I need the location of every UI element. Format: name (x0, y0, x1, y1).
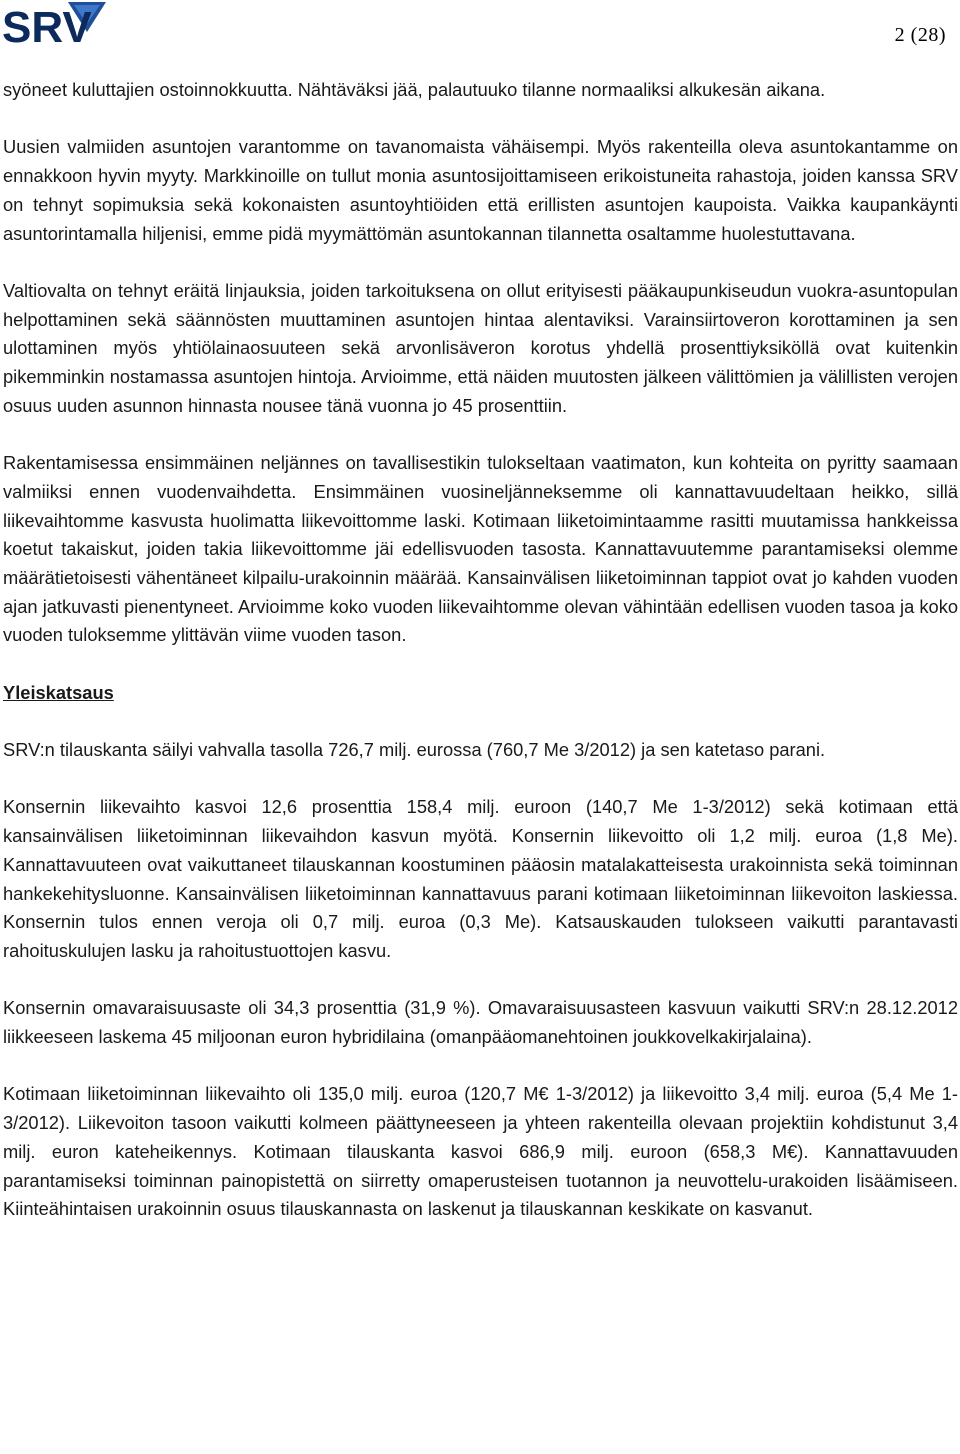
paragraph-4: Rakentamisessa ensimmäinen neljännes on tavallisestikin tulokseltaan vaatimaton, kun kohteita on pyritty saamaan valmiiksi ennen vuodenvaihdetta. Ensimmäinen vuosineljänneksemme oli kannattavuudeltaan heikko, sillä liikevaihtomme kasvusta huolimatta liikevoittomme laski. Kotimaan liiketoimintaamme rasitti muutamissa hankkeissa koetut takaiskut, joiden takia liikevoittomme jäi edellisvuoden tasosta. Kannattavuutemme parantamiseksi olemme määrätietoisesti vähentäneet kilpailu-urakoinnin määrää. Kansainvälisen liiketoiminnan tappiot ovat jo kahden vuoden ajan jatkuvasti pienentyneet. Arvioimme koko vuoden liikevaihtomme olevan vähintään edellisen vuoden tasoa ja koko vuoden tuloksemme ylittävän viime vuoden tason. (3, 452, 958, 646)
paragraph-8: Kotimaan liiketoiminnan liikevaihto oli 135,0 milj. euroa (120,7 M€ 1-3/2012) ja liikevoitto 3,4 milj. euroa (5,4 Me 1-3/2012). Liikevoiton tasoon vaikutti kolmeen päättyneeseen ja yhteen rakenteilla olevaan projektiin kohdistunut 3,4 milj. euron kateheikennys. Kotimaan tilauskanta kasvoi 686,9 milj. euroon (658,3 M€). Kannattavuuden parantamiseksi toiminnan painopistettä on siirretty omaperusteisen tuotannon ja neuvottelu-urakoiden lisäämiseen. Kiinteähintaisen urakoinnin osuus tilauskannasta on laskenut ja tilauskannan keskikate on kasvanut. (3, 1083, 958, 1220)
paragraph-1: syöneet kuluttajien ostoinnokkuutta. Nähtäväksi jää, palautuuko tilanne normaaliksi alkukesän aikana. (3, 79, 826, 100)
paragraph-2: Uusien valmiiden asuntojen varantomme on tavanomaista vähäisempi. Myös rakenteilla oleva asuntokantamme on ennakkoon hyvin myyty. Markkinoille on tullut monia asuntosijoittamiseen erikoistuneita rahastoja, joiden kanssa SRV on tehnyt sopimuksia sekä kokonaisten asuntoyhtiöiden että erillisten asuntojen kaupoista. Vaikka kaupankäynti asuntorintamalla hiljenisi, emme pidä myymättömän asuntokannan tilannetta osaltamme huolestuttavana. (3, 136, 958, 244)
logo-text: SRV (2, 3, 92, 46)
page-number: 2 (28) (894, 24, 946, 46)
paragraph-3: Valtiovalta on tehnyt eräitä linjauksia, joiden tarkoituksena on ollut erityisesti pääkaupunkiseudun vuokra-asuntopulan helpottaminen sekä säännösten muuttaminen asuntojen hintaa alentaviksi. Varainsiirtoveron korottaminen ja sen ulottaminen myös yhtiölainaosuuteen sekä arvonlisäveron korotus yhdellä prosenttiyksiköllä ovat kuitenkin pikemminkin nostamassa asuntojen hintoja. Arvioimme, että näiden muutosten jälkeen välittömien ja välillisten verojen osuus uuden asunnon hinnasta nousee tänä vuonna jo 45 prosenttiin. (3, 279, 958, 416)
paragraph-6: Konsernin liikevaihto kasvoi 12,6 prosenttia 158,4 milj. euroon (140,7 Me 1-3/2012) sekä kotimaan että kansainvälisen liiketoiminnan liikevaihdon kasvun myötä. Konsernin liikevoitto oli 1,2 milj. euroa (1,8 Me). Kannattavuuteen ovat vaikuttaneet tilauskannan koostuminen pääosin matalakatteisesta urakoinnista sekä toiminnan hankekehitysluonne. Kansainvälisen liiketoiminnan kannattavuus parani kotimaan liiketoiminnan liikevoiton laskiessa. Konsernin tulos ennen veroja oli 0,7 milj. euroa (0,3 Me). Katsauskauden tulokseen vaikutti parantavasti rahoituskulujen lasku ja rahoitustuottojen kasvu. (3, 796, 958, 961)
paragraph-7: Konsernin omavaraisuusaste oli 34,3 prosenttia (31,9 %). Omavaraisuusasteen kasvuun vaikutti SRV:n 28.12.2012 liikkeeseen laskema 45 miljoonan euron hybridilaina (omanpääomanehtoinen joukkovelkakirjalaina). (3, 997, 958, 1048)
srv-logo (2, 0, 106, 46)
document-body (3, 76, 958, 1224)
section-heading: Yleiskatsaus (3, 681, 114, 703)
paragraph-5: SRV:n tilauskanta säilyi vahvalla tasolla 726,7 milj. eurossa (760,7 Me 3/2012) ja sen katetaso parani. (3, 739, 826, 761)
